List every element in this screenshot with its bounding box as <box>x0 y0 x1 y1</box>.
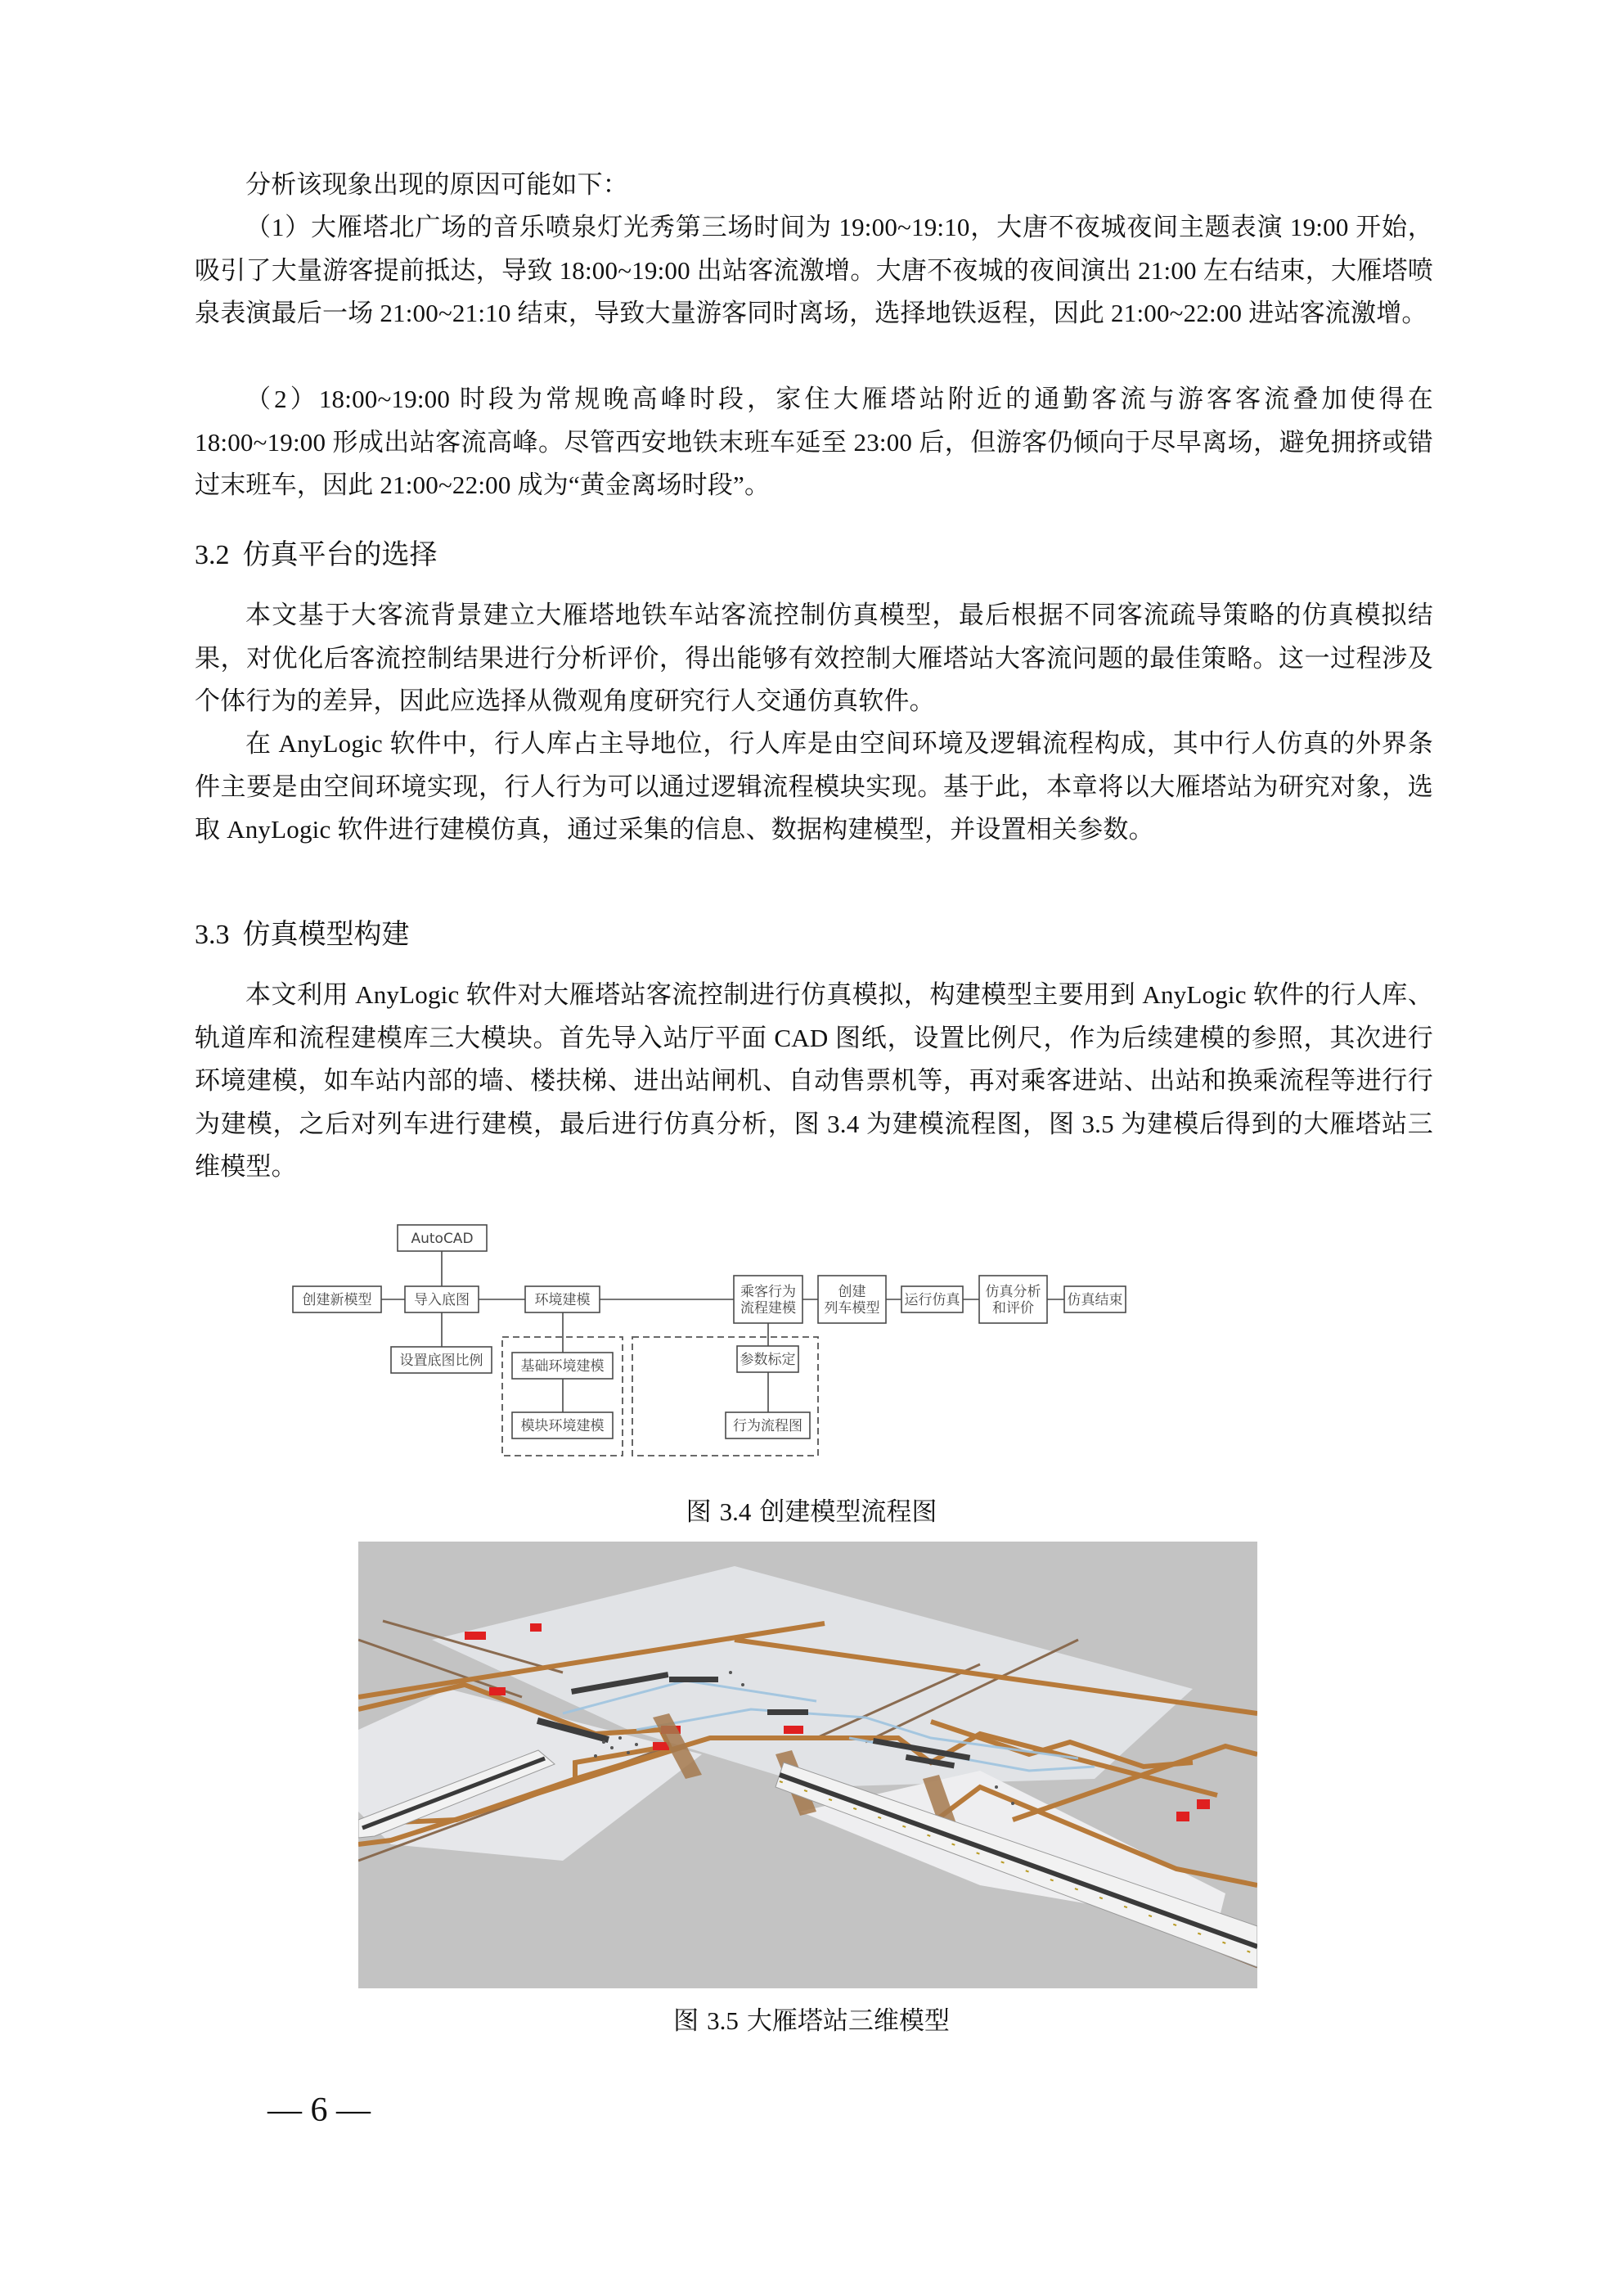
flowchart-node-label: 行为流程图 <box>733 1418 803 1434</box>
passenger <box>635 1743 638 1746</box>
flowchart-node-label: 基础环境建模 <box>520 1358 605 1375</box>
paragraph-reason-1: （1）大雁塔北广场的音乐喷泉灯光秀第三场时间为 19:00~19:10，大唐不夜城夜间主题表演 19:00 开始，吸引了大量游客提前抵达，导致 18:00~19:00 出站客流激增。大唐不夜城的夜间演出 21:00 左右结束，大雁塔喷泉表演最后一场 21:00~21:10 结束，导致大量游客同时离场，选择地铁返程，因此 21:00~22:00 进站客流激增。 <box>195 213 1433 327</box>
caption-prefix: 图 <box>673 2006 699 2036</box>
ticket-machine <box>784 1726 803 1734</box>
paragraph-3-3-1: 本文利用 AnyLogic 软件对大雁塔站客流控制进行仿真模拟，构建模型主要用到 AnyLogic 软件的行人库、轨道库和流程建模库三大模块。首先导入站厅平面 CAD 图纸，设置比例尺，作为后续建模的参照，其次进行环境建模，如车站内部的墙、楼扶梯、进出站闸机、自动售票机等，再对乘客进站、出站和换乘流程等进行行为建模，之后对列车进行建模，最后进行仿真分析，图 3.4 为建模流程图，图 3.5 为建模后得到的大雁塔站三维模型。 <box>195 980 1433 1181</box>
figure-caption-3-5 <box>0 2005 1623 2037</box>
gate-row <box>767 1709 808 1715</box>
flowchart-node-label: 参数标定 <box>740 1352 796 1368</box>
passenger <box>729 1671 732 1674</box>
ticket-machine <box>1176 1812 1189 1821</box>
passenger <box>995 1785 998 1789</box>
passenger <box>610 1746 614 1749</box>
flowchart-node-label: 列车模型 <box>824 1300 880 1317</box>
page-number: — 6 — <box>268 2091 371 2129</box>
flowchart-node-sim-end <box>1064 1286 1126 1312</box>
flowchart-node-label: 创建 <box>838 1284 866 1300</box>
station-3d-model-image <box>358 1542 1257 1988</box>
flowchart-node-label: 乘客行为 <box>740 1284 796 1300</box>
caption-text: 大雁塔站三维模型 <box>746 2006 950 2036</box>
flowchart-connectors <box>381 1251 1064 1412</box>
section-number: 3.3 <box>195 920 230 950</box>
ticket-machine <box>1197 1799 1210 1809</box>
flowchart-node-module-env <box>512 1412 613 1438</box>
section-number: 3.2 <box>195 540 230 570</box>
flowchart-node-analysis <box>979 1276 1047 1323</box>
flowchart-node-run-sim <box>901 1286 963 1312</box>
ticket-machine <box>530 1623 542 1632</box>
caption-number: 3.4 <box>719 1497 752 1526</box>
flowchart-node-label: 和评价 <box>992 1300 1034 1317</box>
flowchart-node-label: AutoCAD <box>411 1231 474 1247</box>
caption-number: 3.5 <box>707 2006 739 2035</box>
passenger <box>602 1740 605 1744</box>
passenger <box>618 1736 622 1740</box>
figure-caption-3-4 <box>0 1496 1623 1528</box>
flowchart-node-label: 环境建模 <box>534 1292 591 1308</box>
flowchart-node-import-base <box>405 1286 479 1312</box>
ticket-machine <box>489 1687 506 1695</box>
flowchart-node-passenger-flow <box>734 1276 803 1323</box>
flowchart-node-label: 创建新模型 <box>302 1292 372 1308</box>
flowchart-node-label: 流程建模 <box>740 1300 796 1317</box>
passenger <box>1011 1802 1014 1805</box>
flowchart-node-env-model <box>525 1286 600 1312</box>
paragraph-3-2-2: 在 AnyLogic 软件中，行人库占主导地位，行人库是由空间环境及逻辑流程构成，其中行人仿真的外界条件主要是由空间环境实现，行人行为可以通过逻辑流程模块实现。基于此，本章将以大雁塔站为研究对象，选取 AnyLogic 软件进行建模仿真，通过采集的信息、数据构建模型，并设置相关参数。 <box>195 729 1433 844</box>
caption-text: 创建模型流程图 <box>759 1497 937 1527</box>
flowchart-node-label: 仿真结束 <box>1067 1292 1123 1308</box>
paragraph-reason-2: （2）18:00~19:00 时段为常规晚高峰时段，家住大雁塔站附近的通勤客流与游客客流叠加使得在 18:00~19:00 形成出站客流高峰。尽管西安地铁末班车延至 23:00 后，但游客仍倾向于尽早离场，避免拥挤或错过末班车，因此 21:00~22:00 成为“黄金离场时段”。 <box>195 385 1433 499</box>
flowchart-node-param-calib <box>737 1346 798 1372</box>
flowchart-node-label: 设置底图比例 <box>399 1353 483 1369</box>
section-title: 仿真模型构建 <box>242 918 410 951</box>
passenger <box>594 1754 597 1758</box>
flowchart-node-train-model <box>818 1276 886 1323</box>
flowchart-node-create-model <box>293 1286 381 1312</box>
flowchart-node-behavior-chart <box>726 1412 810 1438</box>
caption-prefix: 图 <box>686 1497 712 1527</box>
section-title: 仿真平台的选择 <box>242 538 438 571</box>
passenger <box>741 1683 744 1686</box>
flowchart-node-label: 模块环境建模 <box>520 1418 605 1434</box>
flowchart-node-autocad <box>398 1225 487 1251</box>
flowchart-node-basic-env <box>512 1353 613 1379</box>
flowchart-node-label: 导入底图 <box>414 1292 470 1308</box>
paragraph-analysis-intro: 分析该现象出现的原因可能如下： <box>245 170 628 199</box>
flowchart-node-set-scale <box>391 1347 492 1373</box>
paragraph-3-2-1: 本文基于大客流背景建立大雁塔地铁车站客流控制仿真模型，最后根据不同客流疏导策略的仿真模拟结果，对优化后客流控制结果进行分析评价，得出能够有效控制大雁塔站大客流问题的最佳策略。这一过程涉及个体行为的差异，因此应选择从微观角度研究行人交通仿真软件。 <box>195 601 1433 715</box>
passenger <box>627 1751 630 1754</box>
flowchart-node-label: 运行仿真 <box>904 1292 960 1308</box>
flowchart-node-label: 仿真分析 <box>985 1284 1041 1300</box>
ticket-machine <box>465 1632 486 1640</box>
gate-row <box>669 1677 718 1682</box>
